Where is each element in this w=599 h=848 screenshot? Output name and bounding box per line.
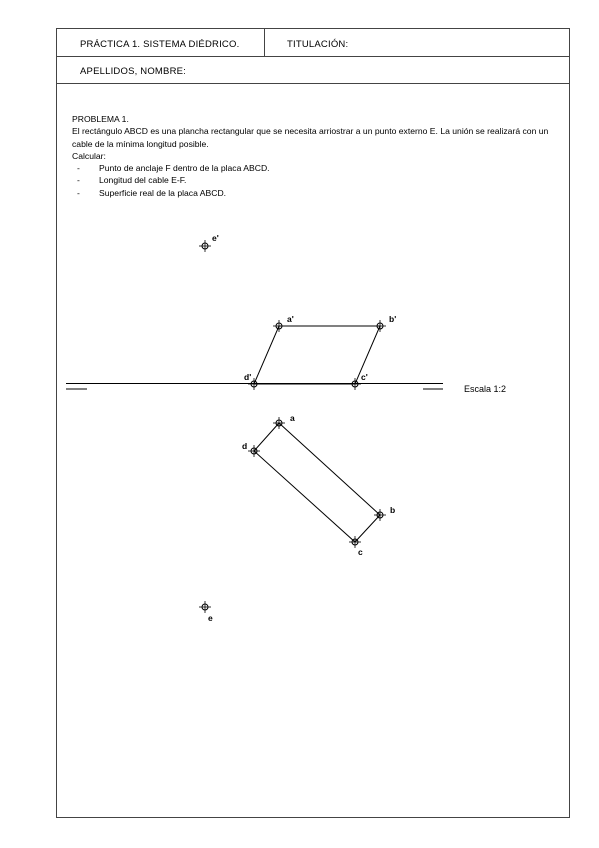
label-e: e [208, 613, 213, 623]
label-b: b [390, 505, 396, 515]
label-d-prime: d' [244, 372, 252, 382]
problem-title: PROBLEMA 1. [72, 114, 129, 124]
bullet-dash: - [77, 187, 80, 198]
label-a-prime: a' [287, 314, 294, 324]
point-c-prime-marker [349, 378, 361, 390]
task-text: Longitud del cable E-F. [99, 175, 187, 186]
point-e-marker [199, 601, 211, 613]
bullet-dash: - [77, 163, 80, 174]
scale-label: Escala 1:2 [464, 384, 507, 394]
task-text: Superficie real de la placa ABCD. [99, 187, 227, 198]
practice-title: PRÁCTICA 1. SISTEMA DIÉDRICO. [80, 39, 240, 50]
calculate-label: Calcular: [72, 150, 106, 161]
name-label: APELLIDOS, NOMBRE: [80, 66, 187, 77]
label-c: c [358, 547, 363, 557]
problem-description: El rectángulo ABCD es una plancha rectangular que se necesita arriostrar a un punto externo E. La unión se realizará con un cable de la mínima longitud posible. [72, 126, 549, 149]
label-e-prime: e' [212, 233, 219, 243]
label-a: a [290, 413, 295, 423]
point-e-prime-marker [199, 240, 211, 252]
point-b-prime-marker [374, 320, 386, 332]
degree-label: TITULACIÓN: [287, 39, 349, 50]
task-text: Punto de anclaje F dentro de la placa ABCD. [99, 163, 270, 174]
plate-horizontal-projection [254, 423, 380, 542]
label-b-prime: b' [389, 314, 397, 324]
label-d: d [242, 441, 248, 451]
point-a-prime-marker [273, 320, 285, 332]
bullet-dash: - [77, 175, 80, 186]
label-c-prime: c' [361, 372, 368, 382]
